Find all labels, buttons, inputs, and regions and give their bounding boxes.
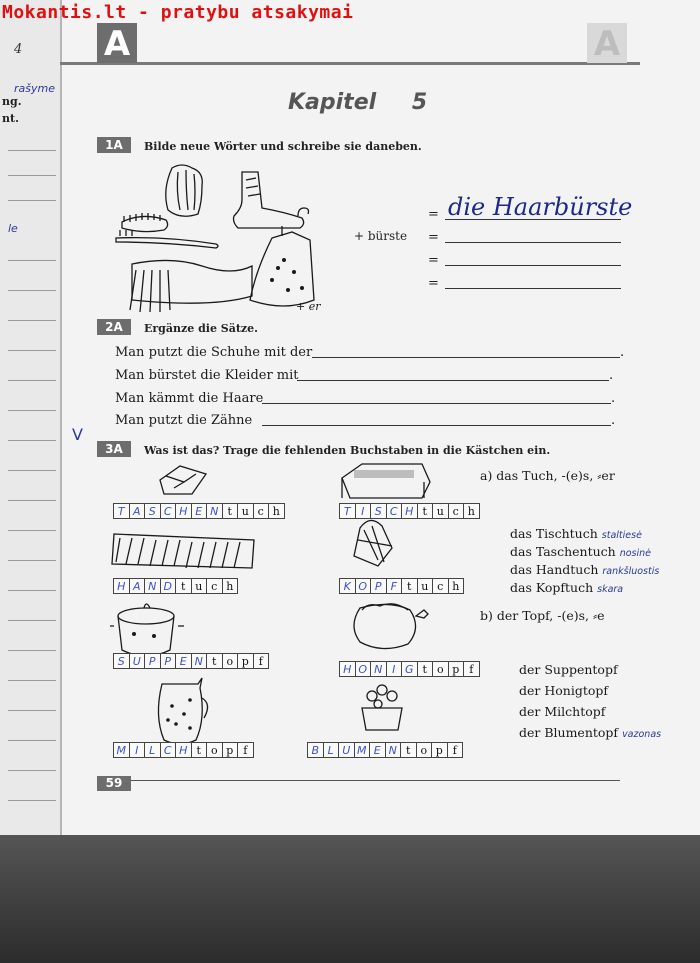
letter-box-filled[interactable]: B — [307, 742, 324, 758]
letter-box-filled[interactable]: E — [175, 653, 192, 669]
letter-row-handtuch — [114, 578, 238, 594]
letter-box-filled[interactable]: N — [206, 503, 223, 519]
letter-box-filled[interactable]: H — [175, 503, 192, 519]
sentence-dot: . — [611, 413, 616, 428]
letter-box-printed: p — [222, 742, 239, 758]
flower-pot-icon — [362, 685, 402, 730]
exercise-3a-instruction: Was ist das? Trage die fehlenden Buchstaben in die Kästchen ein. — [144, 444, 551, 457]
topf-word: der Suppentopf — [519, 662, 618, 677]
letter-box-filled[interactable]: H — [175, 742, 192, 758]
tuch-word: das Tischtuch staltiesė — [510, 526, 642, 541]
letter-box-printed: t — [175, 578, 192, 594]
brush-icon — [122, 213, 168, 232]
sentence-text: Man bürstet die Kleider mit — [115, 368, 299, 383]
letter-box-printed: f — [463, 661, 480, 677]
letter-box-filled[interactable]: T — [113, 503, 130, 519]
letter-row-kopftuch — [340, 578, 464, 594]
page-number: 59 — [97, 776, 131, 791]
letter-row-blumentopf — [308, 742, 463, 758]
tuch-word: das Kopftuch skarа — [510, 580, 624, 595]
exercise-2a-instruction: Ergänze die Sätze. — [144, 322, 258, 335]
letter-box-printed: u — [417, 578, 434, 594]
letter-box-filled[interactable]: M — [354, 742, 371, 758]
letter-row-honigtopf — [340, 661, 480, 677]
ex1-illustrations — [112, 160, 332, 320]
sentence-blank[interactable] — [312, 357, 620, 358]
letter-box-printed: u — [237, 503, 254, 519]
letter-box-filled[interactable]: N — [144, 578, 161, 594]
equals-sign: = — [428, 253, 439, 268]
letter-box-printed: t — [417, 503, 434, 519]
topf-word: der Honigtopf — [519, 683, 609, 698]
letter-box-printed: t — [401, 578, 418, 594]
letter-box-filled[interactable]: U — [338, 742, 355, 758]
left-page-number: 4 — [14, 42, 23, 57]
equals-sign: = — [428, 207, 439, 222]
letter-box-filled[interactable]: L — [144, 742, 161, 758]
sentence-text: Man kämmt die Haare — [115, 391, 264, 406]
exercise-badge-3a: 3A — [97, 441, 131, 457]
tablecloth-icon — [342, 464, 430, 498]
header-rule — [60, 62, 640, 65]
soup-pot-icon — [110, 604, 184, 656]
letter-box-filled[interactable]: U — [129, 653, 146, 669]
letter-box-filled[interactable]: F — [386, 578, 403, 594]
letter-box-printed: u — [432, 503, 449, 519]
letter-box-printed: t — [206, 653, 223, 669]
sentence-dot: . — [609, 368, 614, 383]
letter-box-filled[interactable]: H — [113, 578, 130, 594]
sentence-dot: . — [611, 391, 616, 406]
pen-translation: staltiesė — [601, 530, 642, 541]
left-handwriting: le — [8, 222, 18, 235]
letter-box-filled[interactable]: H — [339, 661, 356, 677]
letter-box-printed: f — [447, 742, 464, 758]
letter-box-printed: t — [191, 742, 208, 758]
left-handwriting: rašyme — [14, 82, 55, 95]
letter-box-filled[interactable]: C — [160, 742, 177, 758]
left-page-edge — [0, 0, 62, 835]
letter-box-filled[interactable]: E — [191, 503, 208, 519]
honey-pot-icon — [354, 604, 428, 649]
chapter-title — [288, 90, 427, 115]
letter-box-printed: o — [206, 742, 223, 758]
unit-badge: A — [97, 23, 137, 63]
sentence-text: Man putzt die Schuhe mit der — [115, 345, 313, 360]
letter-box-filled[interactable]: S — [370, 503, 387, 519]
letter-box-filled[interactable]: A — [129, 578, 146, 594]
heading-tuch: a) das Tuch, -(e)s, ⸗er — [480, 468, 615, 483]
pen-translation: vazonas — [622, 729, 662, 740]
letter-box-filled[interactable]: N — [385, 742, 402, 758]
plus-burste-label: + bürste — [354, 229, 408, 243]
pen-translation: nosinė — [619, 548, 651, 559]
towel-icon — [112, 534, 254, 568]
letter-box-filled[interactable]: G — [401, 661, 418, 677]
sentence-row — [115, 391, 263, 406]
topf-word: der Blumentopf vazonas — [519, 725, 662, 740]
letter-box-printed: h — [448, 578, 465, 594]
letter-box-filled[interactable]: N — [191, 653, 208, 669]
exercise-badge-1a: 1A — [97, 137, 131, 153]
letter-box-filled[interactable]: S — [144, 503, 161, 519]
tuch-word: das Handtuch rankšluostis — [510, 562, 660, 577]
letter-box-filled[interactable]: O — [355, 661, 372, 677]
letter-box-printed: f — [237, 742, 254, 758]
hair-icon — [166, 165, 203, 216]
sentence-dot: . — [620, 345, 625, 360]
letter-box-printed: t — [400, 742, 417, 758]
answer-line[interactable] — [445, 288, 621, 289]
dress-icon — [250, 208, 314, 306]
answer-haarburste: die Haarbürste — [448, 193, 633, 221]
sentence-blank[interactable] — [262, 425, 611, 426]
pen-translation: skarа — [597, 584, 624, 595]
letter-box-printed: c — [206, 578, 223, 594]
letter-box-filled[interactable]: A — [129, 503, 146, 519]
answer-line[interactable] — [445, 242, 621, 243]
letter-box-printed: f — [253, 653, 270, 669]
letter-box-filled[interactable]: I — [386, 661, 403, 677]
chapter-number: 5 — [411, 90, 428, 115]
letter-box-filled[interactable]: S — [113, 653, 130, 669]
letter-box-printed: h — [463, 503, 480, 519]
letter-box-printed: t — [222, 503, 239, 519]
answer-line[interactable] — [445, 219, 621, 220]
letter-box-printed: p — [431, 742, 448, 758]
letter-box-filled[interactable]: N — [370, 661, 387, 677]
letter-box-printed: u — [191, 578, 208, 594]
letter-box-filled[interactable]: E — [369, 742, 386, 758]
letter-box-filled[interactable]: T — [339, 503, 356, 519]
handkerchief-icon — [160, 466, 206, 494]
check-mark: V — [72, 425, 83, 444]
letter-row-taschentuch — [114, 503, 285, 519]
hand-note: + er — [296, 300, 321, 313]
letter-box-filled[interactable]: M — [113, 742, 130, 758]
letter-box-printed: o — [416, 742, 433, 758]
sentence-row — [115, 368, 299, 383]
letter-box-filled[interactable]: D — [160, 578, 177, 594]
scan-shadow — [0, 835, 700, 963]
letter-box-filled[interactable]: K — [339, 578, 356, 594]
topf-word: der Milchtopf — [519, 704, 606, 719]
letter-box-filled[interactable]: O — [355, 578, 372, 594]
letter-box-printed: t — [417, 661, 434, 677]
sentence-blank[interactable] — [262, 403, 611, 404]
letter-box-printed: p — [237, 653, 254, 669]
chapter-word: Kapitel — [288, 90, 377, 115]
pen-translation: rankšluostis — [602, 566, 660, 577]
letter-box-filled[interactable]: L — [323, 742, 340, 758]
toothbrush-icon — [116, 230, 218, 248]
sentence-blank[interactable] — [297, 380, 609, 381]
milk-jug-icon — [158, 678, 207, 744]
exercise-badge-2a: 2A — [97, 319, 131, 335]
letter-box-filled[interactable]: C — [160, 503, 177, 519]
heading-topf: b) der Topf, -(e)s, ⸗e — [480, 608, 605, 623]
letter-box-filled[interactable]: P — [160, 653, 177, 669]
sentence-row — [115, 345, 312, 360]
letter-box-printed: c — [448, 503, 465, 519]
unit-badge-ghost: A — [587, 23, 627, 63]
letter-box-printed: o — [222, 653, 239, 669]
letter-row-milchtopf — [114, 742, 254, 758]
scarf-icon — [130, 260, 252, 312]
letter-box-printed: h — [222, 578, 239, 594]
footer-rule — [130, 780, 620, 781]
letter-box-printed: c — [253, 503, 270, 519]
site-banner: Mokantis.lt - pratybu atsakymai — [2, 2, 354, 23]
sentence-text: Man putzt die Zähne — [115, 413, 253, 428]
letter-box-filled[interactable]: I — [129, 742, 146, 758]
answer-line[interactable] — [445, 265, 621, 266]
boot-icon — [234, 172, 304, 236]
letter-box-printed: p — [448, 661, 465, 677]
letter-box-printed: h — [268, 503, 285, 519]
letter-row-tischtuch — [340, 503, 480, 519]
letter-box-filled[interactable]: H — [401, 503, 418, 519]
left-fragment: ng. — [2, 95, 22, 108]
exercise-1a-instruction: Bilde neue Wörter und schreibe sie daneben. — [144, 140, 422, 153]
left-fragment: nt. — [2, 112, 19, 125]
equals-sign: = — [428, 230, 439, 245]
headscarf-icon — [354, 520, 392, 566]
letter-box-printed: o — [432, 661, 449, 677]
letter-box-filled[interactable]: C — [386, 503, 403, 519]
letter-box-filled[interactable]: I — [355, 503, 372, 519]
sentence-row — [115, 413, 252, 428]
letter-box-printed: c — [432, 578, 449, 594]
tuch-word: das Taschentuch nosinė — [510, 544, 651, 559]
letter-box-filled[interactable]: P — [144, 653, 161, 669]
letter-row-suppentopf — [114, 653, 269, 669]
equals-sign: = — [428, 276, 439, 291]
letter-box-filled[interactable]: P — [370, 578, 387, 594]
